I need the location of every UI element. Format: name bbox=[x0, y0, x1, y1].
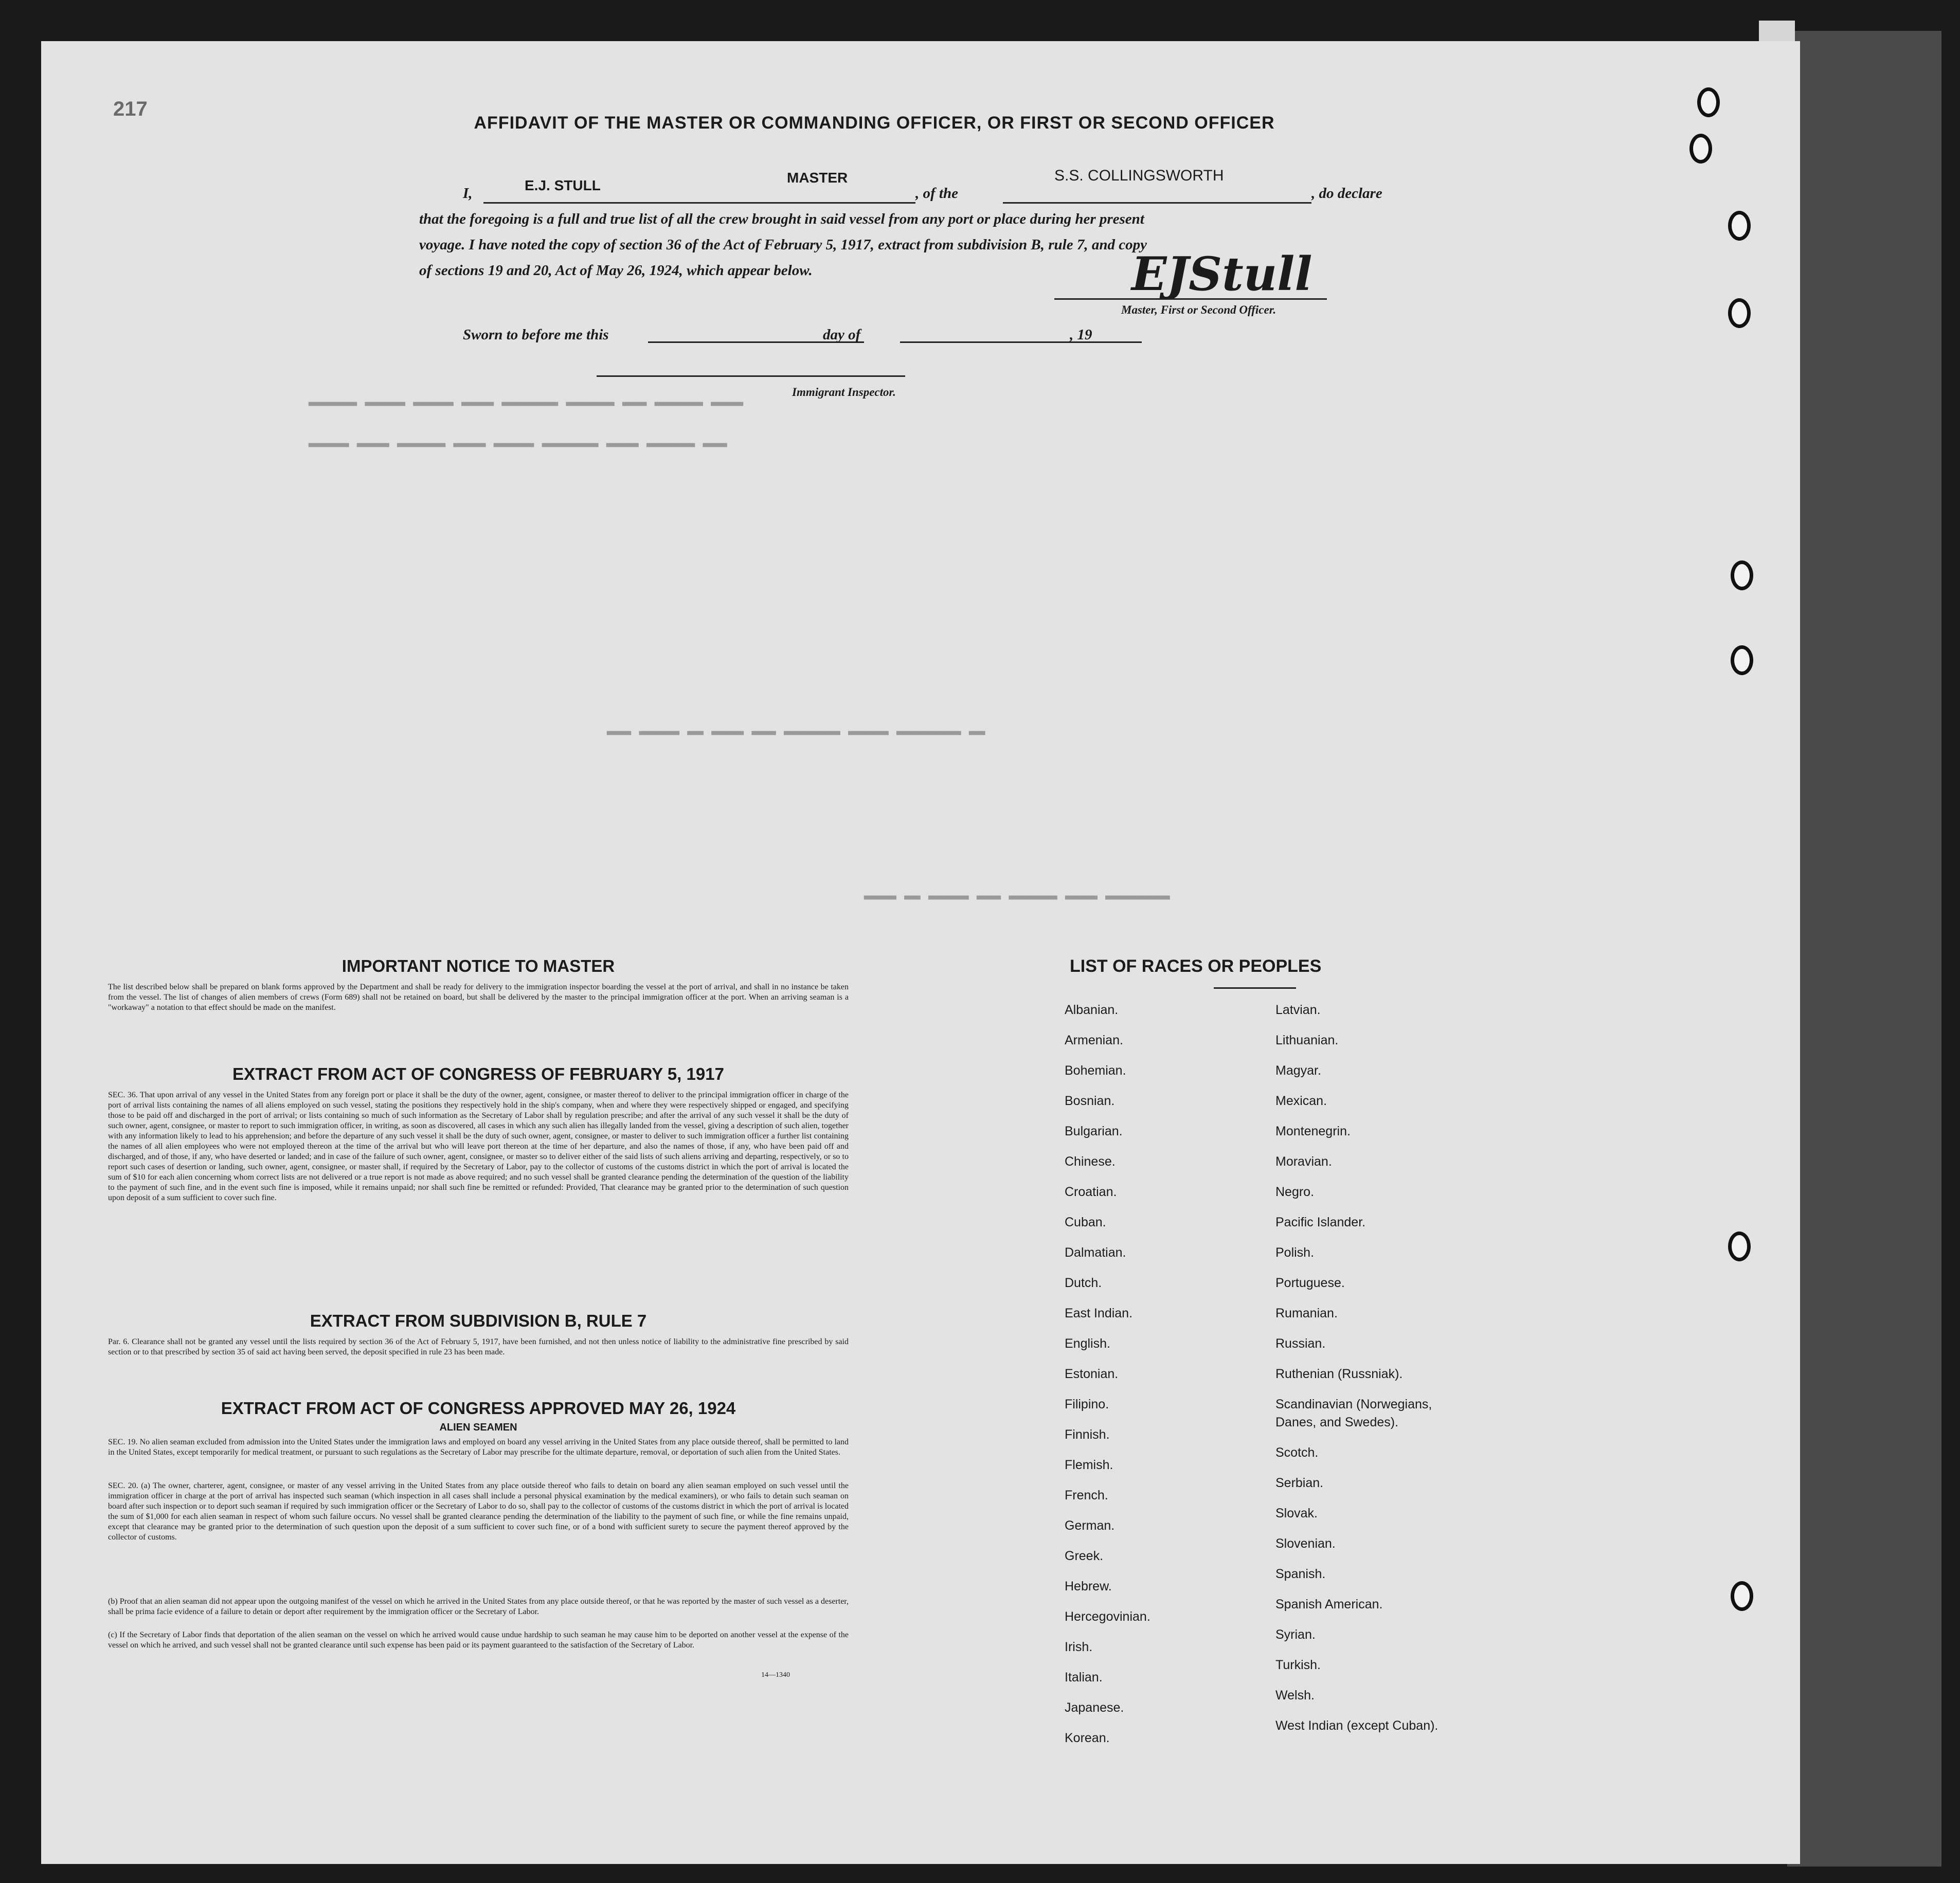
race-item: Flemish. bbox=[1065, 1458, 1113, 1472]
race-item: Cuban. bbox=[1065, 1215, 1106, 1229]
race-item: East Indian. bbox=[1065, 1306, 1133, 1320]
race-item: Syrian. bbox=[1275, 1627, 1316, 1642]
race-item: Bohemian. bbox=[1065, 1063, 1126, 1078]
race-item: Armenian. bbox=[1065, 1033, 1123, 1047]
binder-hole bbox=[1697, 87, 1720, 117]
race-item: Moravian. bbox=[1275, 1154, 1332, 1169]
race-item: Spanish. bbox=[1275, 1567, 1326, 1581]
extract3-body-sec20a: SEC. 20. (a) The owner, charterer, agent, consignee, or master of any vessel arriving in the United States from any place outside thereof who fails to detain on board any alien seaman employed on such vessel until the immigration officer in charge at the port of arrival has inspected such seaman (which inspection in all cases shall include a personal physical examination by the medical examiners), or who fails to detain such seaman on board after such inspection or to deport such seaman if required by such immigration officer or the Secretary of Labor to do so, shall pay to the collector of customs of the customs district in which the port of arrival is located the sum of $1,000 for each alien seaman in respect of whom such failure occurs. No vessel shall be granted clearance pending the determination of the liability to the payment of such fine, or while the fine remains unpaid, except that clearance may be granted prior to the determination of such question upon the deposit of a sum sufficient to cover such fine, or of a bond with sufficient surety to secure the payment thereof approved by the collector of customs. bbox=[108, 1481, 849, 1542]
notice-title: IMPORTANT NOTICE TO MASTER bbox=[341, 956, 615, 975]
affidavit-title: AFFIDAVIT OF THE MASTER OR COMMANDING OFFICER, OR FIRST OR SECOND OFFICER bbox=[474, 113, 1275, 133]
bleedthrough-text: ▂▂▂▂▂▂ ▂▂▂▂▂ ▂▂▂▂▂ ▂▂▂▂ ▂▂▂▂▂▂▂ ▂▂▂▂▂▂ ▂▂▂ ▂▂▂▂▂▂ ▂▂▂▂ bbox=[309, 391, 743, 407]
extract3-title: EXTRACT FROM ACT OF CONGRESS APPROVED MAY 26, 1924 bbox=[221, 1399, 736, 1418]
inspector-line bbox=[597, 375, 905, 377]
race-item: Slovenian. bbox=[1275, 1536, 1336, 1551]
declare-label: , do declare bbox=[1311, 185, 1382, 202]
race-item: Bosnian. bbox=[1065, 1094, 1115, 1108]
sworn-label: Sworn to before me this bbox=[463, 327, 609, 343]
form-number: 14—1340 bbox=[761, 1671, 790, 1679]
race-item: Albanian. bbox=[1065, 1003, 1119, 1017]
bleedthrough-text: ▂▂▂▂ ▂▂ ▂▂▂▂▂ ▂▂▂ ▂▂▂▂▂▂ ▂▂▂▂ ▂▂▂▂▂▂▂▂ bbox=[864, 885, 1170, 900]
dark-background-strip bbox=[1787, 31, 1941, 1867]
notice-body: The list described below shall be prepared on blank forms approved by the Department and shall be ready for delivery to the immigration inspector boarding the vessel at the port of arrival, and shall in no instance be taken from the vessel. The list of changes of alien members of crews (Form 689) shall not be retained on board, but shall be delivered by the master to the principal immigration officer at the port. When an arriving seaman is a "workaway" a notation to that effect should be made on the manifest. bbox=[108, 983, 849, 1012]
race-item: Spanish American. bbox=[1275, 1597, 1383, 1612]
extract1-title: EXTRACT FROM ACT OF CONGRESS OF FEBRUARY 5, 1917 bbox=[232, 1064, 724, 1083]
affidavit-line-2: voyage. I have noted the copy of section 36 of the Act of February 5, 1917, extract from subdivision B, rule 7, and copy bbox=[419, 237, 1147, 253]
race-item: Portuguese. bbox=[1275, 1276, 1345, 1290]
race-item: Pacific Islander. bbox=[1275, 1215, 1366, 1229]
extract3-body-sec20b: (b) Proof that an alien seaman did not appear upon the outgoing manifest of the vessel on which he arrived in the United States from any place outside thereof, or that he was reported by the master of such vessel as a deserter, shall be prima facie evidence of a failure to detain or deport after requirement by the immigration officer or the Secretary of Labor. bbox=[108, 1597, 849, 1616]
race-item: Polish. bbox=[1275, 1245, 1315, 1260]
i-label: I, bbox=[463, 185, 473, 202]
sworn-year-line bbox=[1106, 329, 1142, 343]
of-the-label: , of the bbox=[915, 185, 958, 202]
races-left-column bbox=[1065, 1003, 1281, 1761]
bleedthrough-text: ▂▂▂ ▂▂▂▂▂ ▂▂ ▂▂▂▂ ▂▂▂ ▂▂▂▂▂▂▂ ▂▂▂▂▂ ▂▂▂▂▂▂▂▂ ▂▂ bbox=[607, 720, 985, 736]
extract3-body-sec20c: (c) If the Secretary of Labor finds that deportation of the alien seaman on the vessel on which he arrived would cause undue hardship to such seaman he may cause him to be deported on another vessel at the expense of the vessel on which he arrived, and such vessel shall not be granted clearance until such expense has been paid or its payment guaranteed to the satisfaction of the Secretary of Labor. bbox=[108, 1631, 849, 1650]
race-item: Danes, and Swedes). bbox=[1275, 1415, 1399, 1429]
race-item: Irish. bbox=[1065, 1640, 1093, 1654]
races-title-rule bbox=[1214, 987, 1296, 989]
extract3-subtitle: ALIEN SEAMEN bbox=[439, 1422, 517, 1433]
race-item: English. bbox=[1065, 1336, 1110, 1351]
binder-hole bbox=[1728, 298, 1751, 328]
race-item: Lithuanian. bbox=[1275, 1033, 1339, 1047]
manifest-page bbox=[41, 41, 1800, 1864]
day-of-label: day of bbox=[823, 327, 861, 343]
binder-hole bbox=[1731, 645, 1753, 675]
inspector-caption: Immigrant Inspector. bbox=[792, 386, 896, 399]
extract3-body-sec19: SEC. 19. No alien seaman excluded from admission into the United States under the immigration laws and employed on board any vessel arriving in the United States from any place outside thereof, shall be permitted to land in the United States, except temporarily for medical treatment, or pursuant to such regulations as the Secretary of Labor may prescribe for the ultimate departure, removal, or deportation of such alien from the United States. bbox=[108, 1438, 849, 1457]
extract1-body: SEC. 36. That upon arrival of any vessel in the United States from any foreign port or place it shall be the duty of the owner, agent, consignee, or master thereof to deliver to the principal immigration officer in charge of the port of arrival lists containing the names of all aliens employed on such vessel, stating the positions they respectively hold in the ship's company, when and where they were respectively shipped or engaged, and specifying those to be paid off and discharged in the port of arrival; or lists containing so much of such information as the Secretary of Labor shall by regulation prescribe; and after the arrival of any such vessel it shall be the duty of such owner, agent, consignee, or master to report to such immigration officer, in writing, as soon as discovered, all cases in which any such alien has illegally landed from the vessel, giving a description of such alien, together with any information likely to lead to his apprehension; and before the departure of any such vessel it shall be the duty of such owner, agent, consignee, or master to deliver to such immigration officer a further list containing the names of all alien employees who were not employed thereon at the time of the arrival but who will leave port thereon at the time of her departure, and also the names of those, if any, who have been paid off and discharged, and of those, if any, who have deserted or landed; and in case of the failure of such owner, agent, consignee, or master so to deliver either of the said lists of such aliens arriving and departing, respectively, or so to report such cases of desertion or landing, such owner, agent, consignee, or master shall, if required by the Secretary of Labor, pay to the collector of customs of the customs district in which the port of arrival is located the sum of $10 for each alien concerning whom correct lists are not delivered or a true report is not made as above required; and no such vessel shall be granted clearance pending the determination of the question of the liability to the payment of such fine, and in the event such fine is imposed, while it remains unpaid; nor shall such fine be remitted or refunded: Provided, That clearance may be granted prior to the determination of such question upon deposit of a sum sufficient to cover such fine. bbox=[108, 1091, 849, 1202]
race-item: Filipino. bbox=[1065, 1397, 1109, 1411]
vessel-name: S.S. COLLINGSWORTH bbox=[1054, 167, 1224, 184]
race-item: Hebrew. bbox=[1065, 1579, 1112, 1594]
race-item: West Indian (except Cuban). bbox=[1275, 1718, 1438, 1733]
race-item: Ruthenian (Russniak). bbox=[1275, 1367, 1403, 1381]
page-number: 217 bbox=[113, 98, 148, 120]
binder-hole bbox=[1689, 134, 1712, 164]
master-name: E.J. STULL bbox=[525, 177, 601, 193]
race-item: Latvian. bbox=[1275, 1003, 1321, 1017]
race-item: Scotch. bbox=[1275, 1445, 1319, 1460]
race-item: Slovak. bbox=[1275, 1506, 1318, 1520]
year-label: , 19 bbox=[1070, 327, 1092, 343]
vessel-line bbox=[1003, 188, 1311, 204]
race-item: Japanese. bbox=[1065, 1700, 1124, 1715]
master-rank: MASTER bbox=[787, 170, 848, 186]
affidavit-line-1: that the foregoing is a full and true list of all the crew brought in said vessel from any port or place during her present bbox=[419, 211, 1144, 227]
race-item: Welsh. bbox=[1275, 1688, 1315, 1703]
affidavit-line-3: of sections 19 and 20, Act of May 26, 1924, which appear below. bbox=[419, 262, 813, 279]
races-right-column bbox=[1275, 1003, 1584, 1749]
race-item: Scandinavian (Norwegians, bbox=[1275, 1397, 1432, 1411]
race-item: German. bbox=[1065, 1518, 1115, 1533]
binder-hole bbox=[1728, 1232, 1751, 1261]
race-item: Italian. bbox=[1065, 1670, 1103, 1685]
extract2-title: EXTRACT FROM SUBDIVISION B, RULE 7 bbox=[310, 1311, 647, 1330]
race-item: Rumanian. bbox=[1275, 1306, 1338, 1320]
race-item: Bulgarian. bbox=[1065, 1124, 1123, 1138]
binder-hole bbox=[1731, 1581, 1753, 1611]
race-item: Estonian. bbox=[1065, 1367, 1119, 1381]
extract2-body: Par. 6. Clearance shall not be granted any vessel until the lists required by section 36 of the Act of February 5, 1917, have been furnished, and not then unless notice of liability to the administrative fine prescribed by said section or to that prescribed by section 35 of said act having been served, the deposit specified in rule 23 has been made. bbox=[108, 1337, 849, 1356]
race-item: Negro. bbox=[1275, 1185, 1315, 1199]
race-item: Finnish. bbox=[1065, 1427, 1110, 1442]
bleedthrough-text: ▂▂▂▂▂ ▂▂▂▂ ▂▂▂▂▂▂ ▂▂▂▂ ▂▂▂▂▂ ▂▂▂▂▂▂▂ ▂▂▂▂ ▂▂▂▂▂▂ ▂▂▂ bbox=[309, 432, 727, 448]
binder-hole bbox=[1728, 211, 1751, 241]
race-item: Russian. bbox=[1275, 1336, 1326, 1351]
race-item: Croatian. bbox=[1065, 1185, 1117, 1199]
race-item: Dalmatian. bbox=[1065, 1245, 1126, 1260]
race-item: Montenegrin. bbox=[1275, 1124, 1351, 1138]
race-item: Magyar. bbox=[1275, 1063, 1321, 1078]
race-item: Chinese. bbox=[1065, 1154, 1116, 1169]
race-item: Turkish. bbox=[1275, 1658, 1321, 1672]
race-item: Hercegovinian. bbox=[1065, 1609, 1150, 1624]
signature-line bbox=[1054, 298, 1327, 300]
race-item: Dutch. bbox=[1065, 1276, 1102, 1290]
race-item: French. bbox=[1065, 1488, 1108, 1502]
binder-hole bbox=[1731, 560, 1753, 590]
master-signature: EJStull bbox=[1131, 247, 1312, 301]
signer-caption: Master, First or Second Officer. bbox=[1121, 303, 1276, 316]
race-item: Serbian. bbox=[1275, 1476, 1324, 1490]
races-title: LIST OF RACES OR PEOPLES bbox=[1070, 956, 1322, 976]
race-item: Korean. bbox=[1065, 1731, 1110, 1745]
race-item: Mexican. bbox=[1275, 1094, 1327, 1108]
race-item: Greek. bbox=[1065, 1549, 1104, 1563]
